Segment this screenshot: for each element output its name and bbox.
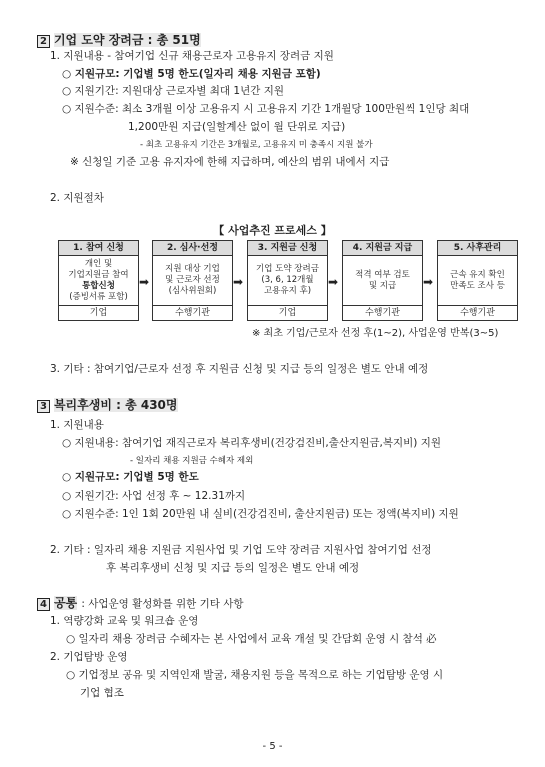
process-step-1: [58, 240, 139, 321]
arrow-right-icon: ➡: [139, 275, 150, 289]
step-body: [59, 256, 138, 306]
section-title: 공통: [53, 596, 78, 610]
payment-warning: ※ 신청일 기준 고용 유지자에 한해 지급하며, 예산의 범위 내에서 지급: [70, 156, 390, 168]
step-header: 1. 참여 신청: [59, 241, 138, 256]
section-number: 2: [37, 35, 50, 48]
support-period-line: ○ 지원기간: 지원대상 근로자별 최대 1년간 지원: [62, 85, 284, 97]
process-step-4: [342, 240, 423, 321]
section-2-heading: [37, 33, 201, 48]
step-body-line: (3, 6, 12개월: [261, 275, 314, 285]
support-level-line: ○ 지원수준: 1인 1회 20만원 내 실비(건강검진비, 출산지원금) 또는 정액(복지비) 지원: [62, 508, 459, 520]
support-content-label: 1. 지원내용: [50, 419, 104, 431]
step-body: [343, 256, 422, 306]
common-item-2: 2. 기업탐방 운영: [50, 651, 128, 663]
step-footer: 수행기관: [365, 308, 400, 318]
common-item-1-detail: ○ 일자리 채용 장려금 수혜자는 본 사업에서 교육 개설 및 간담회 운영 시 참석 必: [66, 633, 437, 645]
step-body-line: 지원 대상 기업: [165, 264, 220, 274]
step-body: [153, 256, 232, 306]
step-body-line: 고용유지 후): [263, 286, 312, 296]
common-item-2-detail-1: ○ 기업정보 공유 및 지역인재 발굴, 채용지원 등을 목적으로 하는 기업탐방 운영 시: [66, 669, 444, 681]
common-item-2-detail-2: 기업 협조: [80, 687, 124, 699]
step-header: 4. 지원금 지급: [343, 241, 422, 256]
step-body-line: 기업지원금 참여: [68, 269, 129, 280]
step-body-line: 통합신청: [82, 280, 115, 291]
section-4-heading: [37, 596, 244, 611]
support-level-line-1: ○ 지원수준: 최소 3개월 이상 고용유지 시 고용유지 기간 1개월당 100만원씩 1인당 최대: [62, 103, 470, 115]
other-info-line: 3. 기타 : 참여기업/근로자 선정 후 지원금 신청 및 지급 등의 일정은 별도 안내 예정: [50, 363, 429, 375]
section-subtitle: : 사업운영 활성화를 위한 기타 사항: [81, 598, 244, 610]
step-header: 3. 지원금 신청: [248, 241, 327, 256]
support-level-line-2: 1,200만원 지급(일할계산 없이 월 단위로 지급): [128, 121, 346, 133]
support-content-line: 1. 지원내용 - 참여기업 신규 채용근로자 고용유지 장려금 지원: [50, 50, 334, 62]
section-title: 복리후생비 : 총 430명: [53, 398, 178, 412]
step-body: [248, 256, 327, 306]
step-body-line: 개인 및: [84, 258, 113, 269]
process-step-5: [437, 240, 518, 321]
arrow-right-icon: ➡: [423, 275, 434, 289]
step-footer: 기업: [278, 308, 297, 318]
section-number: 4: [37, 598, 50, 611]
process-note: ※ 최초 기업/근로자 선정 후(1~2), 사업운영 반복(3~5): [252, 328, 499, 339]
procedure-label: 2. 지원절차: [50, 192, 104, 204]
step-footer: 기업: [89, 308, 108, 318]
page-number: - 5 -: [262, 741, 283, 752]
step-footer: 수행기관: [175, 308, 210, 318]
process-title: 【 사업추진 프로세스 】: [213, 224, 332, 237]
section-number: 3: [37, 400, 50, 413]
step-header: 5. 사후관리: [438, 241, 517, 256]
support-scale-line: ○ 지원규모: 기업별 5명 한도(일자리 채용 지원금 포함): [62, 68, 321, 80]
arrow-right-icon: ➡: [233, 275, 244, 289]
step-body-line: 및 근로자 선정: [165, 275, 220, 285]
section-title: 기업 도약 장려금 : 총 51명: [53, 33, 201, 47]
support-content-line: ○ 지원내용: 참여기업 재직근로자 복리후생비(건강검진비,출산지원금,복지비) 지원: [62, 437, 441, 449]
process-step-3: [247, 240, 328, 321]
step-header: 2. 심사·선정: [153, 241, 232, 256]
other-info-line-1: 2. 기타 : 일자리 채용 지원금 지원사업 및 기업 도약 장려금 지원사업 참여기업 선정: [50, 544, 432, 556]
step-body-line: 및 지급: [368, 280, 397, 291]
support-content-note: - 일자리 채용 지원금 수혜자 제외: [130, 456, 254, 466]
other-info-line-2: 후 복리후생비 신청 및 지급 등의 일정은 별도 안내 예정: [106, 562, 360, 574]
step-body-line: 적격 여부 검토: [355, 269, 410, 280]
step-body-line: 만족도 조사 등: [450, 280, 505, 291]
process-step-2: [152, 240, 233, 321]
support-period-line: ○ 지원기간: 사업 선정 후 ~ 12.31까지: [62, 490, 246, 502]
step-footer: 수행기관: [460, 308, 495, 318]
step-body: [438, 256, 517, 306]
support-level-note: - 최초 고용유지 기간은 3개월로, 고용유지 미 충족시 지원 불가: [140, 140, 373, 150]
support-scale-line: ○ 지원규모: 기업별 5명 한도: [62, 471, 199, 483]
section-3-heading: [37, 398, 178, 413]
step-body-line: (증빙서류 포함): [69, 291, 128, 302]
step-body-line: (심사위원회): [168, 286, 217, 296]
step-body-line: 기업 도약 장려금: [256, 264, 319, 274]
arrow-right-icon: ➡: [328, 275, 339, 289]
step-body-line: 근속 유지 확인: [450, 269, 505, 280]
common-item-1: 1. 역량강화 교육 및 워크숍 운영: [50, 615, 199, 627]
